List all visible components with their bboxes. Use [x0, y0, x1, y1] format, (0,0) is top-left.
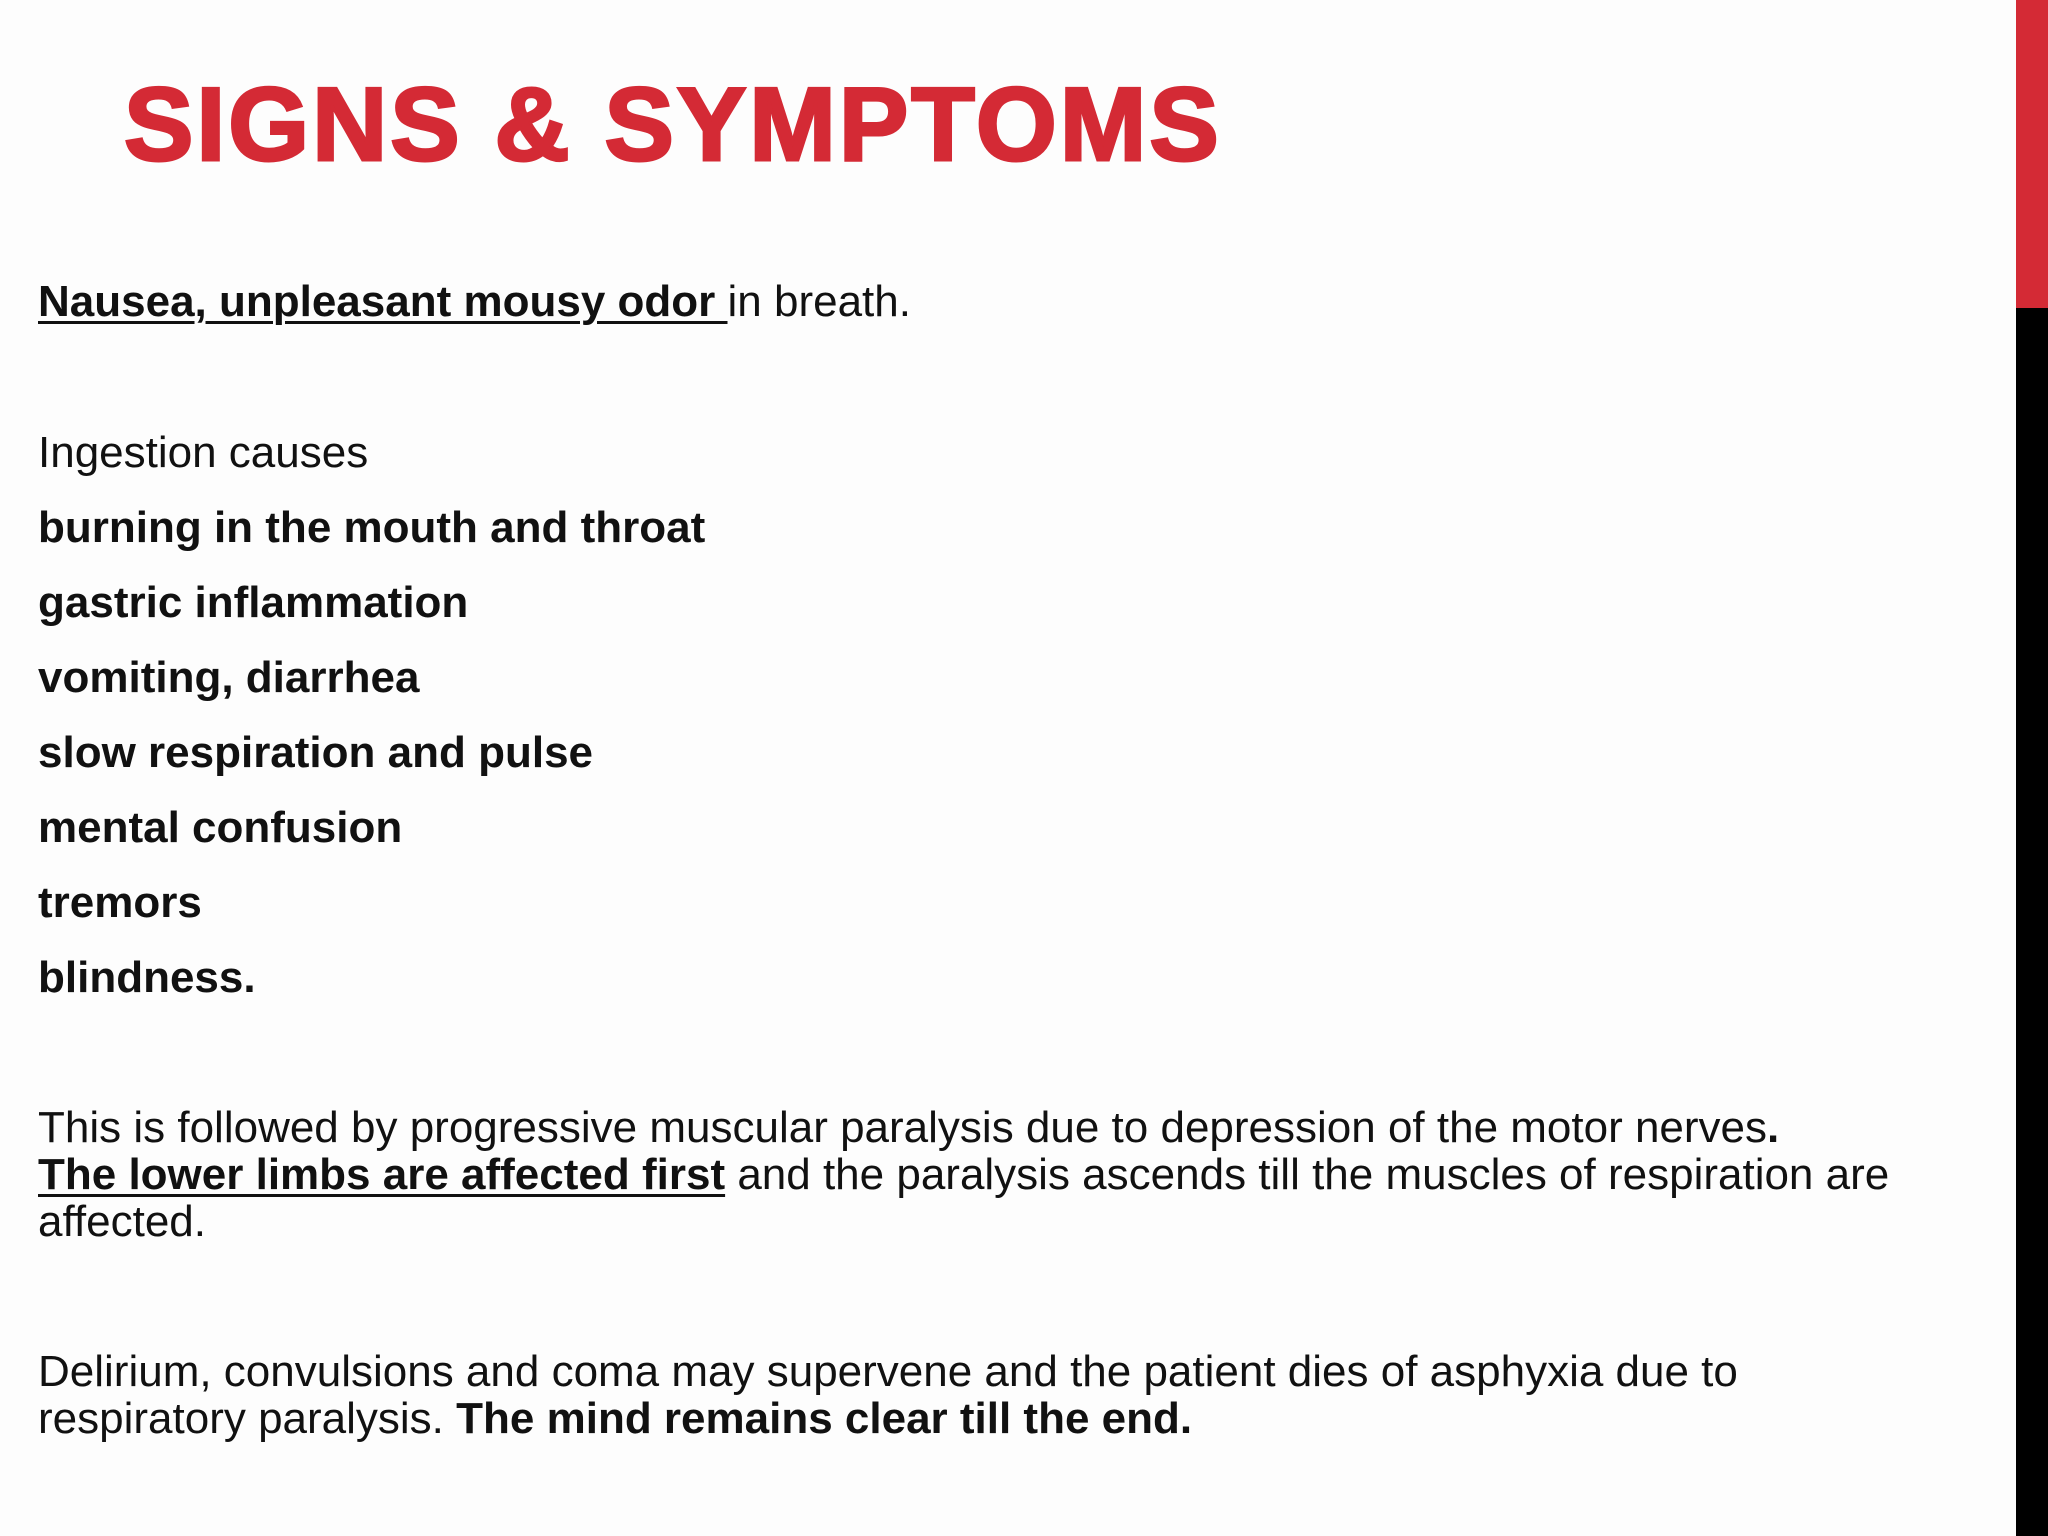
symptom-item: tremors [38, 878, 202, 927]
intro-line [38, 278, 911, 325]
symptom-item: vomiting, diarrhea [38, 653, 420, 702]
symptom-item: gastric inflammation [38, 578, 469, 627]
ingestion-lead: Ingestion causes [38, 428, 369, 477]
paralysis-period: . [1767, 1103, 1780, 1152]
ending-emphasis: The mind remains clear till the end. [456, 1394, 1193, 1443]
paralysis-sentence: This is followed by progressive muscular paralysis due to depression of the motor nerves [38, 1103, 1768, 1152]
symptom-item: slow respiration and pulse [38, 728, 594, 777]
paralysis-rest: and the paralysis ascends till the muscles of respiration are affected. [38, 1150, 1890, 1246]
intro-rest: in breath. [727, 277, 911, 326]
accent-bar-red [2016, 0, 2048, 308]
symptom-item: mental confusion [38, 803, 403, 852]
paralysis-paragraph [38, 1104, 1998, 1245]
paralysis-emphasis: The lower limbs are affected first [38, 1150, 726, 1199]
ending-normal: Delirium, convulsions and coma may supervene and the patient dies of asphyxia due to respiratory paralysis. [38, 1347, 1738, 1443]
intro-emphasis: Nausea, unpleasant mousy odor [38, 277, 728, 326]
symptom-item: blindness. [38, 953, 256, 1002]
ending-paragraph [38, 1348, 1938, 1442]
symptom-item: burning in the mouth and throat [38, 503, 706, 552]
slide-title: SIGNS & SYMPTOMS [124, 67, 1222, 183]
accent-bar-black [2016, 308, 2048, 1536]
